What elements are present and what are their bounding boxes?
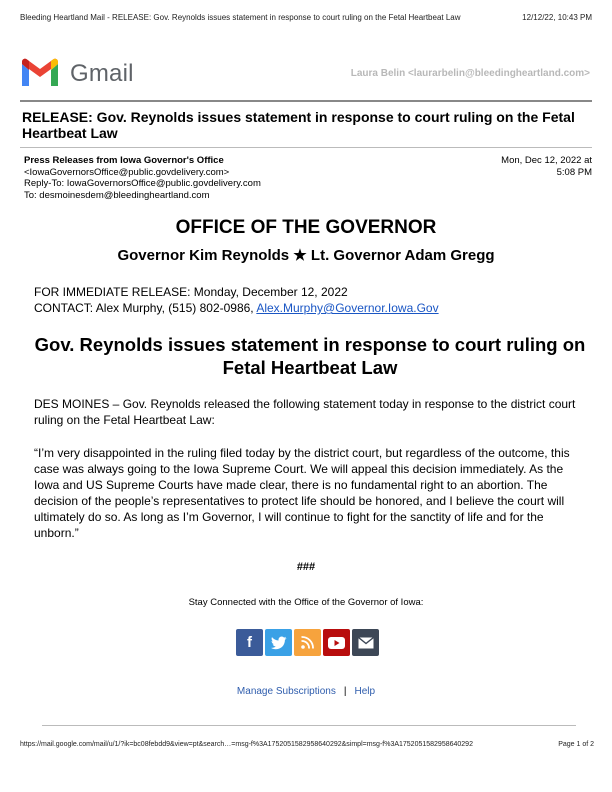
header-divider [20, 100, 592, 102]
press-headline: Gov. Reynolds issues statement in response to court ruling on Fetal Heartbeat Law [34, 334, 586, 378]
subject-divider [20, 147, 592, 148]
manage-subscriptions-link[interactable]: Manage Subscriptions [236, 686, 336, 697]
reply-to: Reply-To: IowaGovernorsOffice@public.govdelivery.com [24, 178, 261, 189]
contact-text: CONTACT: Alex Murphy, (515) 802-0986, [34, 301, 254, 315]
sender-name: Press Releases from Iowa Governor's Office [24, 155, 224, 166]
stay-connected-text: Stay Connected with the Office of the Governor of Iowa: [188, 597, 424, 608]
end-marker: ### [296, 561, 316, 573]
email-meta [24, 155, 261, 201]
rss-icon[interactable] [294, 629, 321, 656]
email-date: Mon, Dec 12, 2022 at 5:08 PM [501, 155, 592, 178]
footer-divider [42, 725, 576, 726]
print-footer [20, 741, 594, 748]
recipient: To: desmoinesdem@bleedingheartland.com [24, 189, 210, 201]
help-link[interactable]: Help [354, 686, 376, 697]
governor-line: Governor Kim Reynolds ★ Lt. Governor Adam Gregg [117, 247, 495, 264]
account-email: Laura Belin <laurarbelin@bleedingheartland.com> [350, 68, 590, 79]
twitter-icon[interactable] [265, 629, 292, 656]
print-title: Bleeding Heartland Mail - RELEASE: Gov. Reynolds issues statement in response to court ruling on the Fetal Heartbeat Law [20, 13, 461, 22]
links-separator: | [343, 686, 347, 697]
youtube-icon[interactable] [323, 629, 350, 656]
email-icon[interactable] [352, 629, 379, 656]
print-header [20, 13, 592, 25]
page-url: https://mail.google.com/mail/u/1/?ik=bc08febdd9&view=pt&search…=msg-f%3A1752051582958640292&simpl=msg-f%3A1752051582958640292 [20, 741, 473, 748]
release-info [34, 284, 439, 316]
release-date: FOR IMMEDIATE RELEASE: Monday, December 12, 2022 [34, 285, 348, 299]
intro-paragraph: DES MOINES – Gov. Reynolds released the following statement today in response to the district court ruling on the Fetal Heartbeat Law: [34, 397, 576, 427]
gmail-m-icon [20, 58, 60, 88]
sender-email: <IowaGovernorsOffice@public.govdelivery.com> [24, 166, 230, 178]
gmail-wordmark: Gmail [70, 60, 134, 87]
email-subject: RELEASE: Gov. Reynolds issues statement in response to court ruling on the Fetal Heartbeat Law [22, 109, 575, 141]
page-number: Page 1 of 2 [558, 741, 594, 748]
facebook-icon[interactable]: f [236, 629, 263, 656]
contact-email-link[interactable]: Alex.Murphy@Governor.Iowa.Gov [256, 301, 439, 315]
print-datetime: 12/12/22, 10:43 PM [522, 13, 592, 22]
footer-links [0, 686, 612, 697]
office-title: OFFICE OF THE GOVERNOR [175, 217, 437, 238]
contact-line [34, 300, 439, 316]
quote-paragraph: “I’m very disappointed in the ruling filed today by the district court, but regardless of the outcome, this case was always going to the Iowa Supreme Court. We will appeal this decision immediately. As the Iowa and US Supreme Courts have made clear, there is no fundamental right to an abortion. The decision of the people’s representatives to protect life should be honored, and I believe the court will ultimately do so. As long as I’m Governor, I will continue to fight for the sanctity of life and for the unborn.” [34, 446, 570, 540]
gmail-logo[interactable] [20, 55, 150, 89]
